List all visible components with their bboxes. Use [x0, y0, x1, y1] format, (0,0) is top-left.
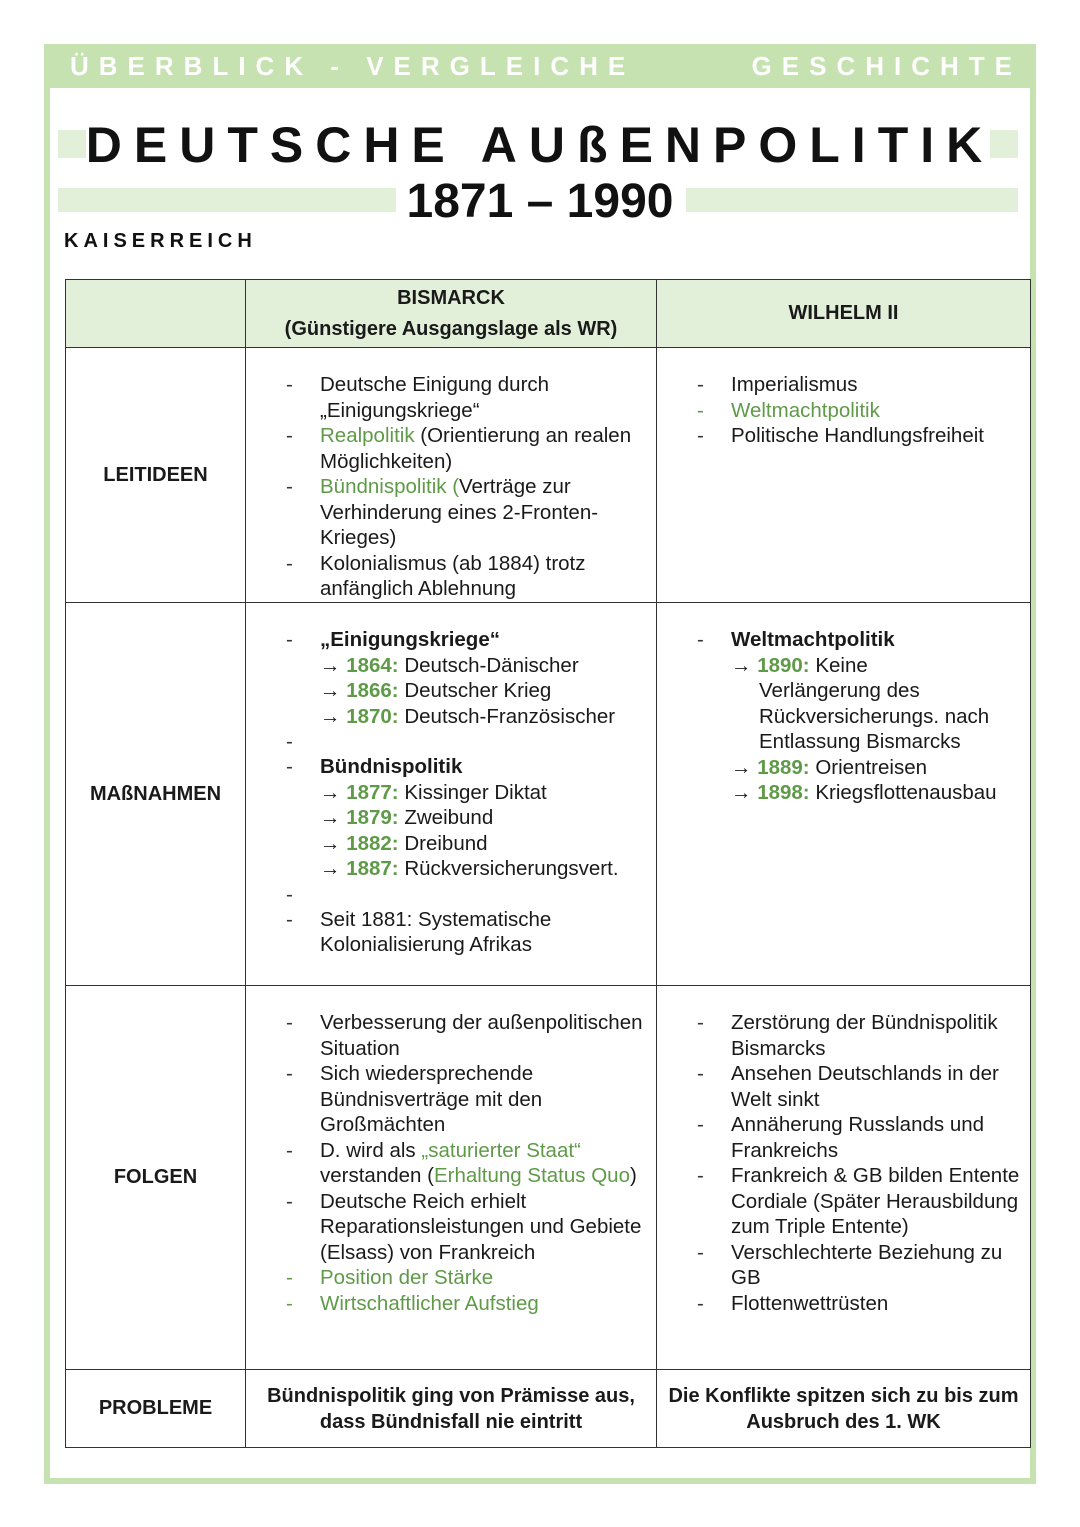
- list-item: - Annäherung Russlands und Frankreichs: [695, 1112, 1022, 1163]
- page-subtitle-years: 1871 – 1990: [406, 175, 674, 228]
- list-item: - Deutsche Einigung durch „Einigungskriege“: [284, 372, 648, 423]
- header-wilhelm: WILHELM II: [657, 280, 1031, 348]
- cell-probleme-wilhelm: Die Konflikte spitzen sich zu bis zum Ausbruch des 1. WK: [657, 1370, 1031, 1448]
- list-item: - „Einigungskriege“ → 1864: Deutsch-Dänischer → 1866: Deutscher Krieg → 1870: Deutsch-Französischer: [284, 627, 648, 729]
- table-row-folgen: [66, 986, 1031, 1370]
- list-item: - D. wird als „saturierter Staat“ verstanden (Erhaltung Status Quo): [284, 1138, 648, 1189]
- list-item: - Seit 1881: Systematische Kolonialisierung Afrikas: [284, 907, 648, 958]
- list-item: - Flottenwettrüsten: [695, 1291, 1022, 1317]
- row-label-massnahmen: MAßNAHMEN: [66, 603, 246, 986]
- header-bismarck-subtitle: (Günstigere Ausgangslage als WR): [284, 317, 618, 340]
- list-item: - Deutsche Reich erhielt Reparationsleistungen und Gebiete (Elsass) von Frankreich: [284, 1189, 648, 1266]
- header-bar: [44, 44, 1036, 88]
- table-header-row: [66, 280, 1031, 348]
- list-item: - Position der Stärke: [284, 1265, 648, 1291]
- list-item: - Ansehen Deutschlands in der Welt sinkt: [695, 1061, 1022, 1112]
- header-empty-cell: [66, 280, 246, 348]
- row-label-probleme: PROBLEME: [66, 1370, 246, 1448]
- table-row-probleme: [66, 1370, 1031, 1448]
- row-label-leitideen: LEITIDEEN: [66, 348, 246, 603]
- list-item: - Wirtschaftlicher Aufstieg: [284, 1291, 648, 1317]
- table-row-leitideen: [66, 348, 1031, 603]
- comparison-table: [65, 279, 1031, 1448]
- list-item: - Weltmachtpolitik: [695, 398, 1022, 424]
- cell-massnahmen-bismarck: [246, 603, 657, 986]
- page-title: DEUTSCHE AUßENPOLITIK: [85, 117, 995, 173]
- header-left-label: ÜBERBLICK - VERGLEICHE: [70, 51, 636, 81]
- cell-folgen-bismarck: [246, 986, 657, 1370]
- row-label-folgen: FOLGEN: [66, 986, 246, 1370]
- spacer: [284, 729, 648, 754]
- list-item: - Politische Handlungsfreiheit: [695, 423, 1022, 449]
- title-underline-right: [686, 188, 1018, 212]
- header-bismarck: [246, 280, 657, 348]
- list-item: - Realpolitik (Orientierung an realen Möglichkeiten): [284, 423, 648, 474]
- cell-leitideen-bismarck: [246, 348, 657, 603]
- list-item: - Imperialismus: [695, 372, 1022, 398]
- list-item: - Verschlechterte Beziehung zu GB: [695, 1240, 1022, 1291]
- list-item: - Sich wiedersprechende Bündnisverträge mit den Großmächten: [284, 1061, 648, 1138]
- list-item: - Verbesserung der außenpolitischen Situation: [284, 1010, 648, 1061]
- header-right-label: GESCHICHTE: [751, 51, 1022, 81]
- list-item: - Bündnispolitik → 1877: Kissinger Diktat → 1879: Zweibund → 1882: Dreibund → 1887: Rückversicherungsvert.: [284, 754, 648, 882]
- cell-folgen-wilhelm: [657, 986, 1031, 1370]
- title-underline-left: [58, 188, 396, 212]
- cell-massnahmen-wilhelm: [657, 603, 1031, 986]
- list-item: - Bündnispolitik (Verträge zur Verhinderung eines 2-Fronten-Krieges): [284, 474, 648, 551]
- table-row-massnahmen: [66, 603, 1031, 986]
- cell-leitideen-wilhelm: [657, 348, 1031, 603]
- list-item: - Frankreich & GB bilden Entente Cordiale (Später Herausbildung zum Triple Entente): [695, 1163, 1022, 1240]
- spacer: [284, 882, 648, 907]
- cell-probleme-bismarck: Bündnispolitik ging von Prämisse aus, dass Bündnisfall nie eintritt: [246, 1370, 657, 1448]
- list-item: - Zerstörung der Bündnispolitik Bismarcks: [695, 1010, 1022, 1061]
- header-bismarck-title: BISMARCK: [397, 286, 505, 309]
- list-item: - Weltmachtpolitik → 1890: Keine Verlängerung des Rückversicherungs. nach Entlassung Bismarcks → 1889: Orientreisen → 1898: Kriegsflottenausbau: [695, 627, 1022, 806]
- section-heading: KAISERREICH: [64, 230, 257, 252]
- list-item: - Kolonialismus (ab 1884) trotz anfänglich Ablehnung: [284, 551, 648, 602]
